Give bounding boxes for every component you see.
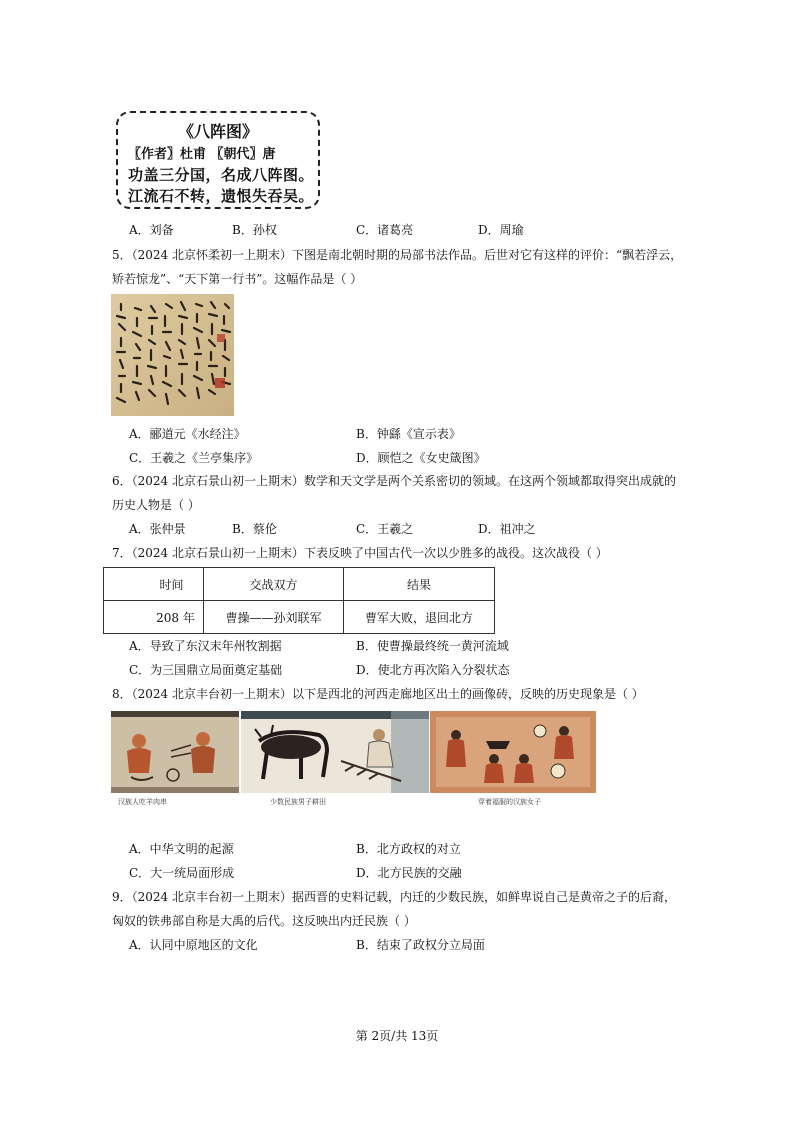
q5-option-b: B．钟繇《宣示表》 [356,427,461,441]
table-cell-parties: 曹操——孙刘联军 [204,601,344,634]
q4-option-c: C．诸葛亮 [356,223,414,237]
q6-option-c: C．王羲之 [356,522,414,536]
q9-option-b: B．结束了政权分立局面 [356,938,485,952]
table-row [104,601,495,634]
poem-line-1: 功盖三分国，名成八阵图。 [128,166,315,184]
table-header-row [104,568,495,601]
q6-stem-line-2: 历史人物是（ ） [112,498,200,512]
battle-table [103,567,495,634]
poem-line-2: 江流石不转，遗恨失吞吴。 [128,187,315,205]
table-cell-result: 曹军大败，退回北方 [344,601,495,634]
q9-stem-line-2: 匈奴的铁弗部自称是大禹的后代。这反映出内迁民族（ ） [112,914,416,928]
q6-option-a: A．张仲景 [129,522,186,536]
q8-option-d: D．北方民族的交融 [356,866,462,880]
brick-caption-2: 少数民族男子耕田 [270,798,326,806]
table-header-parties: 交战双方 [204,568,344,601]
page-number: 第 2页/共 13页 [355,1029,439,1043]
q5-stem-line-2: 矫若惊龙”、“天下第一行书”。这幅作品是（ ） [112,272,363,286]
poem-title: 《八阵图》 [177,122,258,141]
q7-option-a: A．导致了东汉末年州牧割据 [129,639,282,653]
q8-option-a: A．中华文明的起源 [129,842,234,856]
q5-option-d: D．顾恺之《女史箴图》 [356,451,486,465]
table-cell-time: 208 年 [104,601,204,634]
q5-option-c: C．王羲之《兰亭集序》 [129,451,259,465]
q5-stem-line-1: 5．（2024 北京怀柔初一上期末）下图是南北朝时期的局部书法作品。后世对它有这样的评价：“飘若浮云， [112,248,683,262]
q6-option-d: D．祖冲之 [478,522,536,536]
q5-option-a: A．郦道元《水经注》 [129,427,246,441]
poem-meta: 〖作者〗杜甫 〖朝代〗唐 [128,147,276,162]
q4-option-d: D．周瑜 [478,223,524,237]
q4-option-a: A．刘备 [129,223,174,237]
q8-stem-line-1: 8．（2024 北京丰台初一上期末）以下是西北的河西走廊地区出土的画像砖，反映的历史现象是（ ） [112,687,644,701]
brick-image-2 [241,711,429,793]
q4-option-b: B．孙权 [232,223,277,237]
q6-option-b: B．蔡伦 [232,522,277,536]
q6-stem-line-1: 6．（2024 北京石景山初一上期末）数学和天文学是两个关系密切的领域。在这两个领域都取得突出成就的 [112,474,676,488]
q7-option-b: B．使曹操最终统一黄河流域 [356,639,509,653]
calligraphy-image [111,294,234,416]
brick-caption-3: 穿着福服的汉族女子 [478,798,541,806]
q9-option-a: A．认同中原地区的文化 [129,938,258,952]
table-header-time: 时间 [104,568,204,601]
q8-option-b: B．北方政权的对立 [356,842,461,856]
brick-image-1 [111,711,239,793]
q9-stem-line-1: 9．（2024 北京丰台初一上期末）据西晋的史料记载，内迁的少数民族，如鲜卑说自己是黄帝之子的后裔， [112,890,676,904]
table-header-result: 结果 [344,568,495,601]
brick-caption-1: 汉族人吃羊肉串 [118,798,167,806]
q7-option-c: C．为三国鼎立局面奠定基础 [129,663,283,677]
q7-option-d: D．使北方再次陷入分裂状态 [356,663,510,677]
poem-box [116,111,320,209]
q8-option-c: C．大一统局面形成 [129,866,235,880]
brick-image-3 [430,711,596,793]
q7-stem-line-1: 7．（2024 北京石景山初一上期末）下表反映了中国古代一次以少胜多的战役。这次战役（ ） [112,546,608,560]
